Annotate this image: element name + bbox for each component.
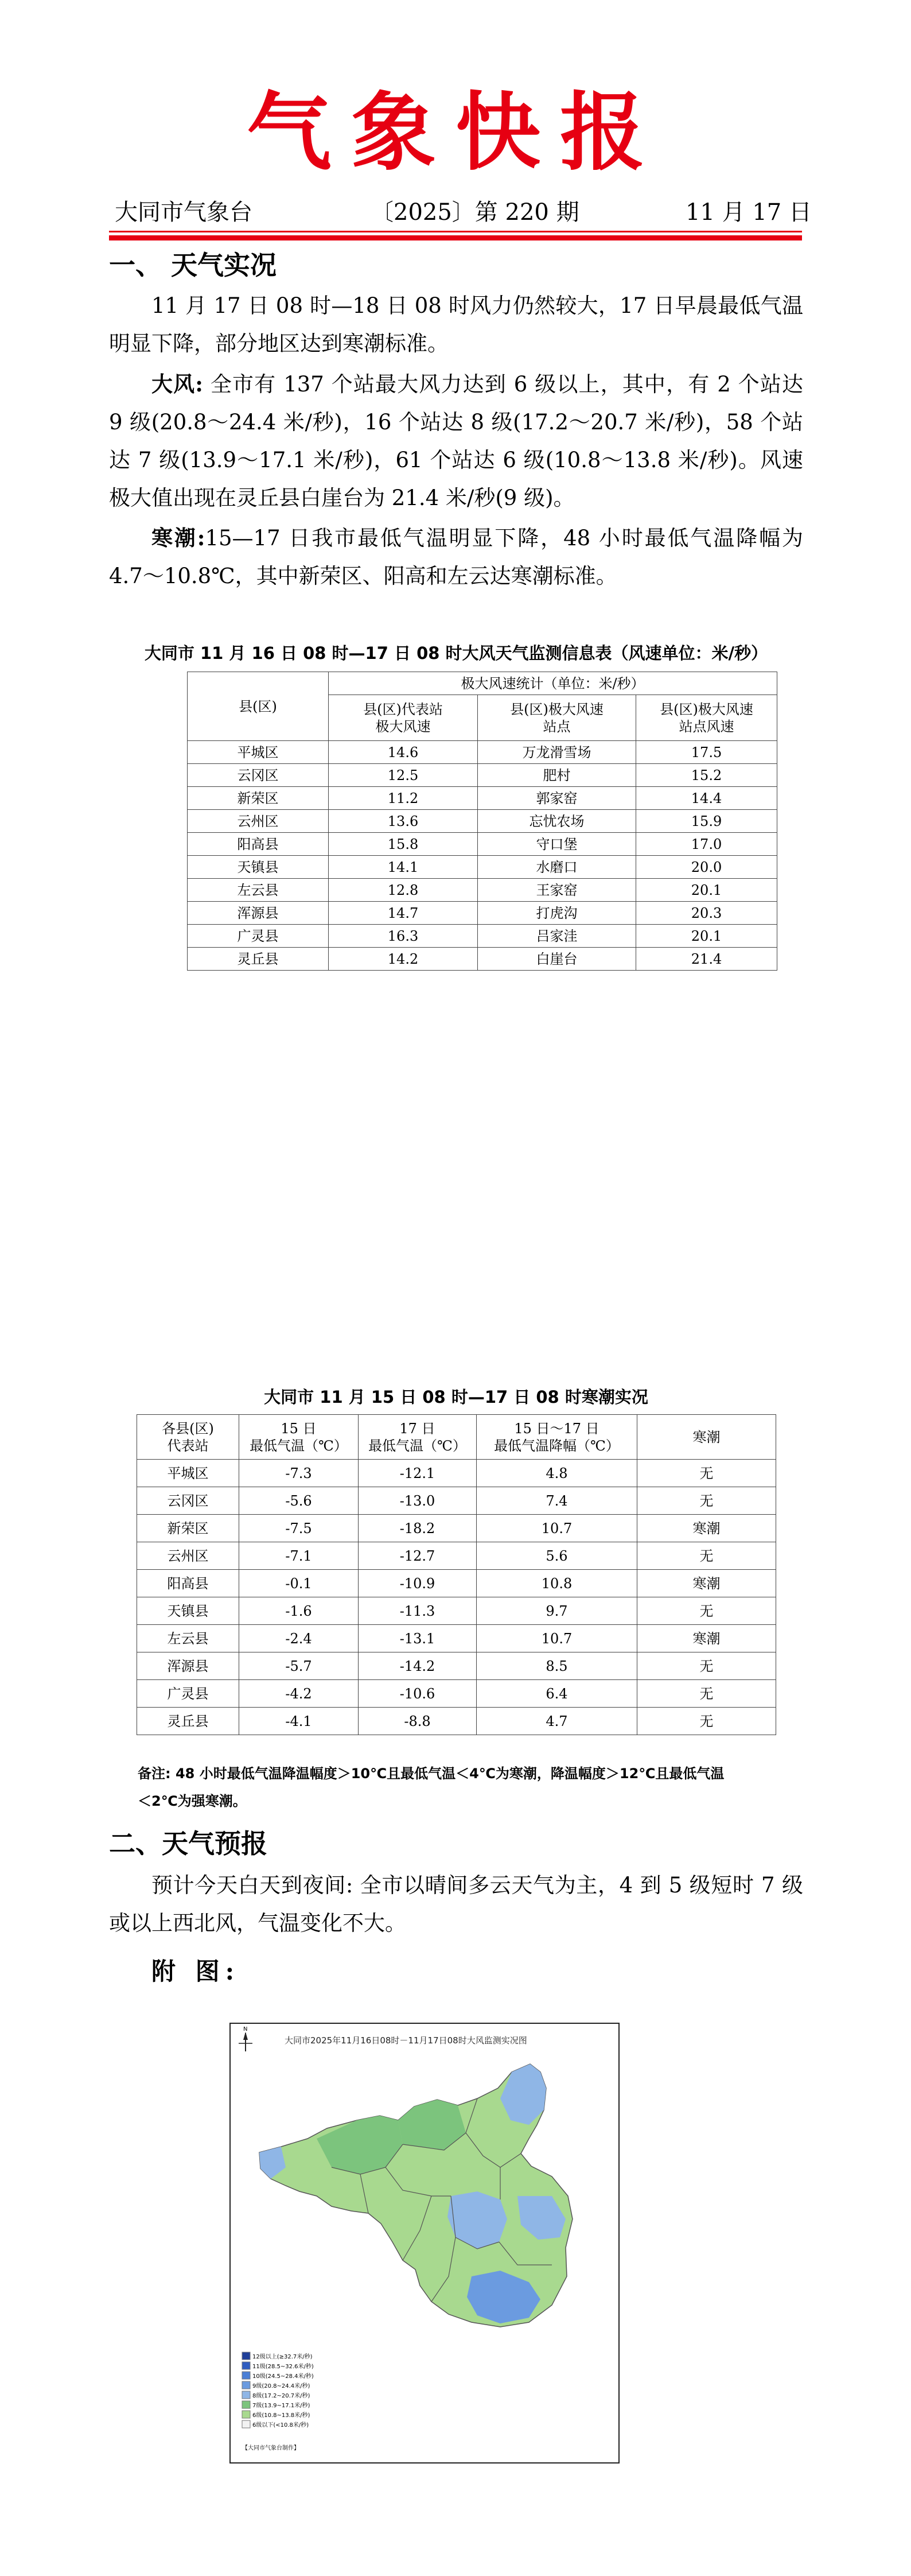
cold-table-row [137, 1708, 776, 1735]
cold-cell-t15: -5.7 [239, 1652, 359, 1680]
cold-cell-status: 无 [637, 1680, 776, 1708]
legend-label: 6级(10.8~13.8米/秒) [252, 2412, 310, 2419]
wind-cell-rep: 14.1 [329, 856, 478, 879]
cold-header-col: 15 日 最低气温（℃） [239, 1415, 359, 1460]
wind-cell-county: 新荣区 [188, 787, 329, 810]
cold-table-row [137, 1542, 776, 1570]
cold-table-caption: 大同市 11 月 15 日 08 时—17 日 08 时寒潮实况 [264, 1387, 648, 1407]
wind-table-row [188, 925, 777, 948]
cold-header-col: 寒潮 [637, 1415, 776, 1460]
wind-cell-rep: 14.6 [329, 741, 478, 764]
cold-cell-county: 云州区 [137, 1542, 239, 1570]
wind-cell-max: 20.1 [636, 879, 777, 902]
north-arrow-icon [239, 2032, 252, 2051]
figure-label: 附 图: [151, 1957, 240, 1985]
cold-cell-t15: -7.3 [239, 1460, 359, 1487]
wind-cell-station: 肥村 [478, 764, 636, 787]
wind-cell-max: 14.4 [636, 787, 777, 810]
wind-table [187, 672, 777, 971]
cold-header-col: 17 日 最低气温（℃） [359, 1415, 477, 1460]
cold-cell-t17: -8.8 [359, 1708, 477, 1735]
cold-cell-t17: -10.9 [359, 1570, 477, 1597]
wind-table-row [188, 810, 777, 833]
cold-text: 15—17 日我市最低气温明显下降，48 小时最低气温降幅为 4.7～10.8℃，其中新荣区、阳高和左云达寒潮标准。 [109, 526, 803, 588]
cold-cell-status: 无 [637, 1708, 776, 1735]
wind-cell-station: 白崖台 [478, 948, 636, 971]
wind-cell-rep: 15.8 [329, 833, 478, 856]
legend-label: 7级(13.9~17.1米/秒) [252, 2403, 310, 2409]
legend-swatch [242, 2352, 250, 2360]
wind-cell-max: 15.9 [636, 810, 777, 833]
wind-cell-rep: 16.3 [329, 925, 478, 948]
cold-cell-drop: 5.6 [477, 1542, 637, 1570]
issuing-office: 大同市气象台 [115, 199, 252, 226]
cold-cell-t15: -4.2 [239, 1680, 359, 1708]
cold-cell-county: 云冈区 [137, 1487, 239, 1515]
wind-lead: 大风: [151, 371, 203, 397]
cold-cell-t15: -0.1 [239, 1570, 359, 1597]
cold-cell-county: 广灵县 [137, 1680, 239, 1708]
cold-cell-status: 寒潮 [637, 1625, 776, 1652]
wind-cell-station: 郭家窑 [478, 787, 636, 810]
cold-cell-county: 灵丘县 [137, 1708, 239, 1735]
forecast-text: 预计今天白天到夜间: 全市以晴间多云天气为主，4 到 5 级短时 7 级或以上西北风，气温变化不大。 [109, 1873, 803, 1935]
north-mark: N [243, 2026, 248, 2032]
cold-cell-t15: -5.6 [239, 1487, 359, 1515]
wind-table-row [188, 902, 777, 925]
cold-cell-county: 新荣区 [137, 1515, 239, 1542]
cold-table-row [137, 1515, 776, 1542]
cold-table-row [137, 1625, 776, 1652]
cold-cell-status: 寒潮 [637, 1570, 776, 1597]
cold-cell-status: 无 [637, 1542, 776, 1570]
wind-table-row [188, 879, 777, 902]
cold-cell-t15: -1.6 [239, 1597, 359, 1625]
wind-cell-rep: 12.8 [329, 879, 478, 902]
cold-table-row [137, 1460, 776, 1487]
legend-label: 9级(20.8~24.4米/秒) [252, 2383, 310, 2389]
cold-cell-status: 无 [637, 1460, 776, 1487]
legend-label: 11级(28.5~32.6米/秒) [252, 2364, 314, 2370]
cold-cell-status: 无 [637, 1487, 776, 1515]
cold-lead: 寒潮: [151, 525, 205, 550]
legend-swatch [242, 2372, 250, 2379]
cold-cell-t15: -2.4 [239, 1625, 359, 1652]
cold-cell-t15: -4.1 [239, 1708, 359, 1735]
map-legend [242, 2352, 314, 2428]
cold-cell-t17: -18.2 [359, 1515, 477, 1542]
cold-cell-t17: -12.1 [359, 1460, 477, 1487]
wind-cell-rep: 14.2 [329, 948, 478, 971]
legend-label: 8级(17.2~20.7米/秒) [252, 2393, 310, 2399]
wind-header-group: 极大风速统计（单位：米/秒） [329, 672, 777, 695]
legend-swatch [242, 2381, 250, 2389]
wind-cell-rep: 14.7 [329, 902, 478, 925]
wind-cell-county: 云州区 [188, 810, 329, 833]
wind-header-county: 县(区) [188, 672, 329, 741]
cold-table-row [137, 1570, 776, 1597]
cold-table-row [137, 1487, 776, 1515]
legend-label: 6级以下(<10.8米/秒) [252, 2422, 309, 2428]
wind-cell-rep: 12.5 [329, 764, 478, 787]
wind-cell-max: 17.5 [636, 741, 777, 764]
cold-cell-drop: 4.8 [477, 1460, 637, 1487]
issue-number: 〔2025〕第 220 期 [371, 199, 579, 226]
wind-cell-max: 20.1 [636, 925, 777, 948]
wind-header-col: 县(区)代表站 极大风速 [329, 695, 478, 741]
wind-cell-station: 忘忧农场 [478, 810, 636, 833]
section2-heading: 二、天气预报 [109, 1828, 267, 1859]
cold-cell-t15: -7.1 [239, 1542, 359, 1570]
wind-cell-max: 20.3 [636, 902, 777, 925]
wind-table-caption: 大同市 11 月 16 日 08 时—17 日 08 时大风天气监测信息表（风速单位：米/秒） [144, 643, 768, 663]
wind-header-col: 县(区)极大风速 站点 [478, 695, 636, 741]
cold-cell-t17: -13.1 [359, 1625, 477, 1652]
header-rule-thick [109, 235, 802, 240]
map-title: 大同市2025年11月16日08时－11月17日08时大风监测实况图 [285, 2035, 527, 2046]
cold-header-col: 15 日～17 日 最低气温降幅（℃） [477, 1415, 637, 1460]
legend-label: 10级(24.5~28.4米/秒) [252, 2373, 314, 2380]
cold-cell-drop: 10.8 [477, 1570, 637, 1597]
legend-swatch [242, 2401, 250, 2408]
wind-map [231, 2024, 618, 2462]
wind-cell-county: 阳高县 [188, 833, 329, 856]
wind-cell-county: 左云县 [188, 879, 329, 902]
wind-cell-county: 浑源县 [188, 902, 329, 925]
wind-cell-county: 广灵县 [188, 925, 329, 948]
wind-cell-rep: 11.2 [329, 787, 478, 810]
cold-table-row [137, 1652, 776, 1680]
wind-cell-station: 守口堡 [478, 833, 636, 856]
cold-cell-t17: -13.0 [359, 1487, 477, 1515]
cold-cell-drop: 10.7 [477, 1625, 637, 1652]
wind-table-row [188, 856, 777, 879]
cold-table [137, 1414, 776, 1735]
cold-cell-drop: 9.7 [477, 1597, 637, 1625]
legend-swatch [242, 2391, 250, 2399]
wind-paragraph [109, 365, 803, 517]
cold-cell-t15: -7.5 [239, 1515, 359, 1542]
cold-table-row [137, 1680, 776, 1708]
cold-cell-t17: -14.2 [359, 1652, 477, 1680]
section1-heading: 一、 天气实况 [109, 250, 277, 281]
wind-map-figure [229, 2023, 620, 2464]
wind-cell-max: 20.0 [636, 856, 777, 879]
cold-cell-drop: 8.5 [477, 1652, 637, 1680]
cold-cell-county: 天镇县 [137, 1597, 239, 1625]
wind-table-row [188, 741, 777, 764]
wind-cell-max: 17.0 [636, 833, 777, 856]
section1-intro: 11 月 17 日 08 时—18 日 08 时风力仍然较大，17 日早晨最低气温明显下降，部分地区达到寒潮标准。 [109, 293, 803, 356]
wind-table-row [188, 787, 777, 810]
wind-cell-max: 15.2 [636, 764, 777, 787]
wind-cell-county: 云冈区 [188, 764, 329, 787]
legend-swatch [242, 2411, 250, 2418]
cold-cell-t17: -12.7 [359, 1542, 477, 1570]
header-rule-thin [109, 231, 802, 232]
wind-cell-station: 吕家洼 [478, 925, 636, 948]
cold-cell-county: 阳高县 [137, 1570, 239, 1597]
cold-cell-t17: -10.6 [359, 1680, 477, 1708]
cold-paragraph [109, 519, 803, 595]
legend-swatch [242, 2420, 250, 2428]
wind-cell-county: 灵丘县 [188, 948, 329, 971]
cold-note-line2: ＜2℃为强寒潮。 [138, 1793, 247, 1809]
wind-cell-station: 打虎沟 [478, 902, 636, 925]
cold-cell-drop: 6.4 [477, 1680, 637, 1708]
issue-date: 11 月 17 日 [686, 199, 812, 226]
wind-cell-station: 水磨口 [478, 856, 636, 879]
cold-cell-drop: 4.7 [477, 1708, 637, 1735]
wind-cell-county: 天镇县 [188, 856, 329, 879]
wind-table-row [188, 764, 777, 787]
map-credit: 【大同市气象台制作】 [242, 2445, 299, 2451]
wind-table-row [188, 948, 777, 971]
cold-cell-drop: 7.4 [477, 1487, 637, 1515]
wind-text: 全市有 137 个站最大风力达到 6 级以上，其中，有 2 个站达 9 级(20.8～24.4 米/秒)，16 个站达 8 级(17.2～20.7 米/秒)，58 个站达 7 级(13.9～17.1 米/秒)，61 个站达 6 级(10.8～13.8 米/秒)。风速极大值出现在灵丘县白崖台为 21.4 米/秒(9 级)。 [109, 372, 803, 510]
wind-cell-county: 平城区 [188, 741, 329, 764]
cold-table-row [137, 1597, 776, 1625]
wind-cell-station: 万龙滑雪场 [478, 741, 636, 764]
cold-cell-status: 寒潮 [637, 1515, 776, 1542]
wind-cell-station: 王家窑 [478, 879, 636, 902]
legend-label: 12级以上(≥32.7米/秒) [252, 2354, 313, 2360]
cold-cell-county: 平城区 [137, 1460, 239, 1487]
cold-header-col: 各县(区) 代表站 [137, 1415, 239, 1460]
wind-cell-max: 21.4 [636, 948, 777, 971]
masthead-title: 气象快报 [247, 82, 664, 182]
cold-cell-status: 无 [637, 1597, 776, 1625]
legend-swatch [242, 2362, 250, 2369]
wind-header-col: 县(区)极大风速 站点风速 [636, 695, 777, 741]
cold-cell-status: 无 [637, 1652, 776, 1680]
wind-cell-rep: 13.6 [329, 810, 478, 833]
wind-table-row [188, 833, 777, 856]
cold-note-line1: 备注: 48 小时最低气温降温幅度＞10℃且最低气温＜4℃为寒潮，降温幅度＞12℃且最低气温 [138, 1766, 725, 1782]
cold-cell-county: 浑源县 [137, 1652, 239, 1680]
cold-cell-drop: 10.7 [477, 1515, 637, 1542]
cold-cell-county: 左云县 [137, 1625, 239, 1652]
cold-cell-t17: -11.3 [359, 1597, 477, 1625]
